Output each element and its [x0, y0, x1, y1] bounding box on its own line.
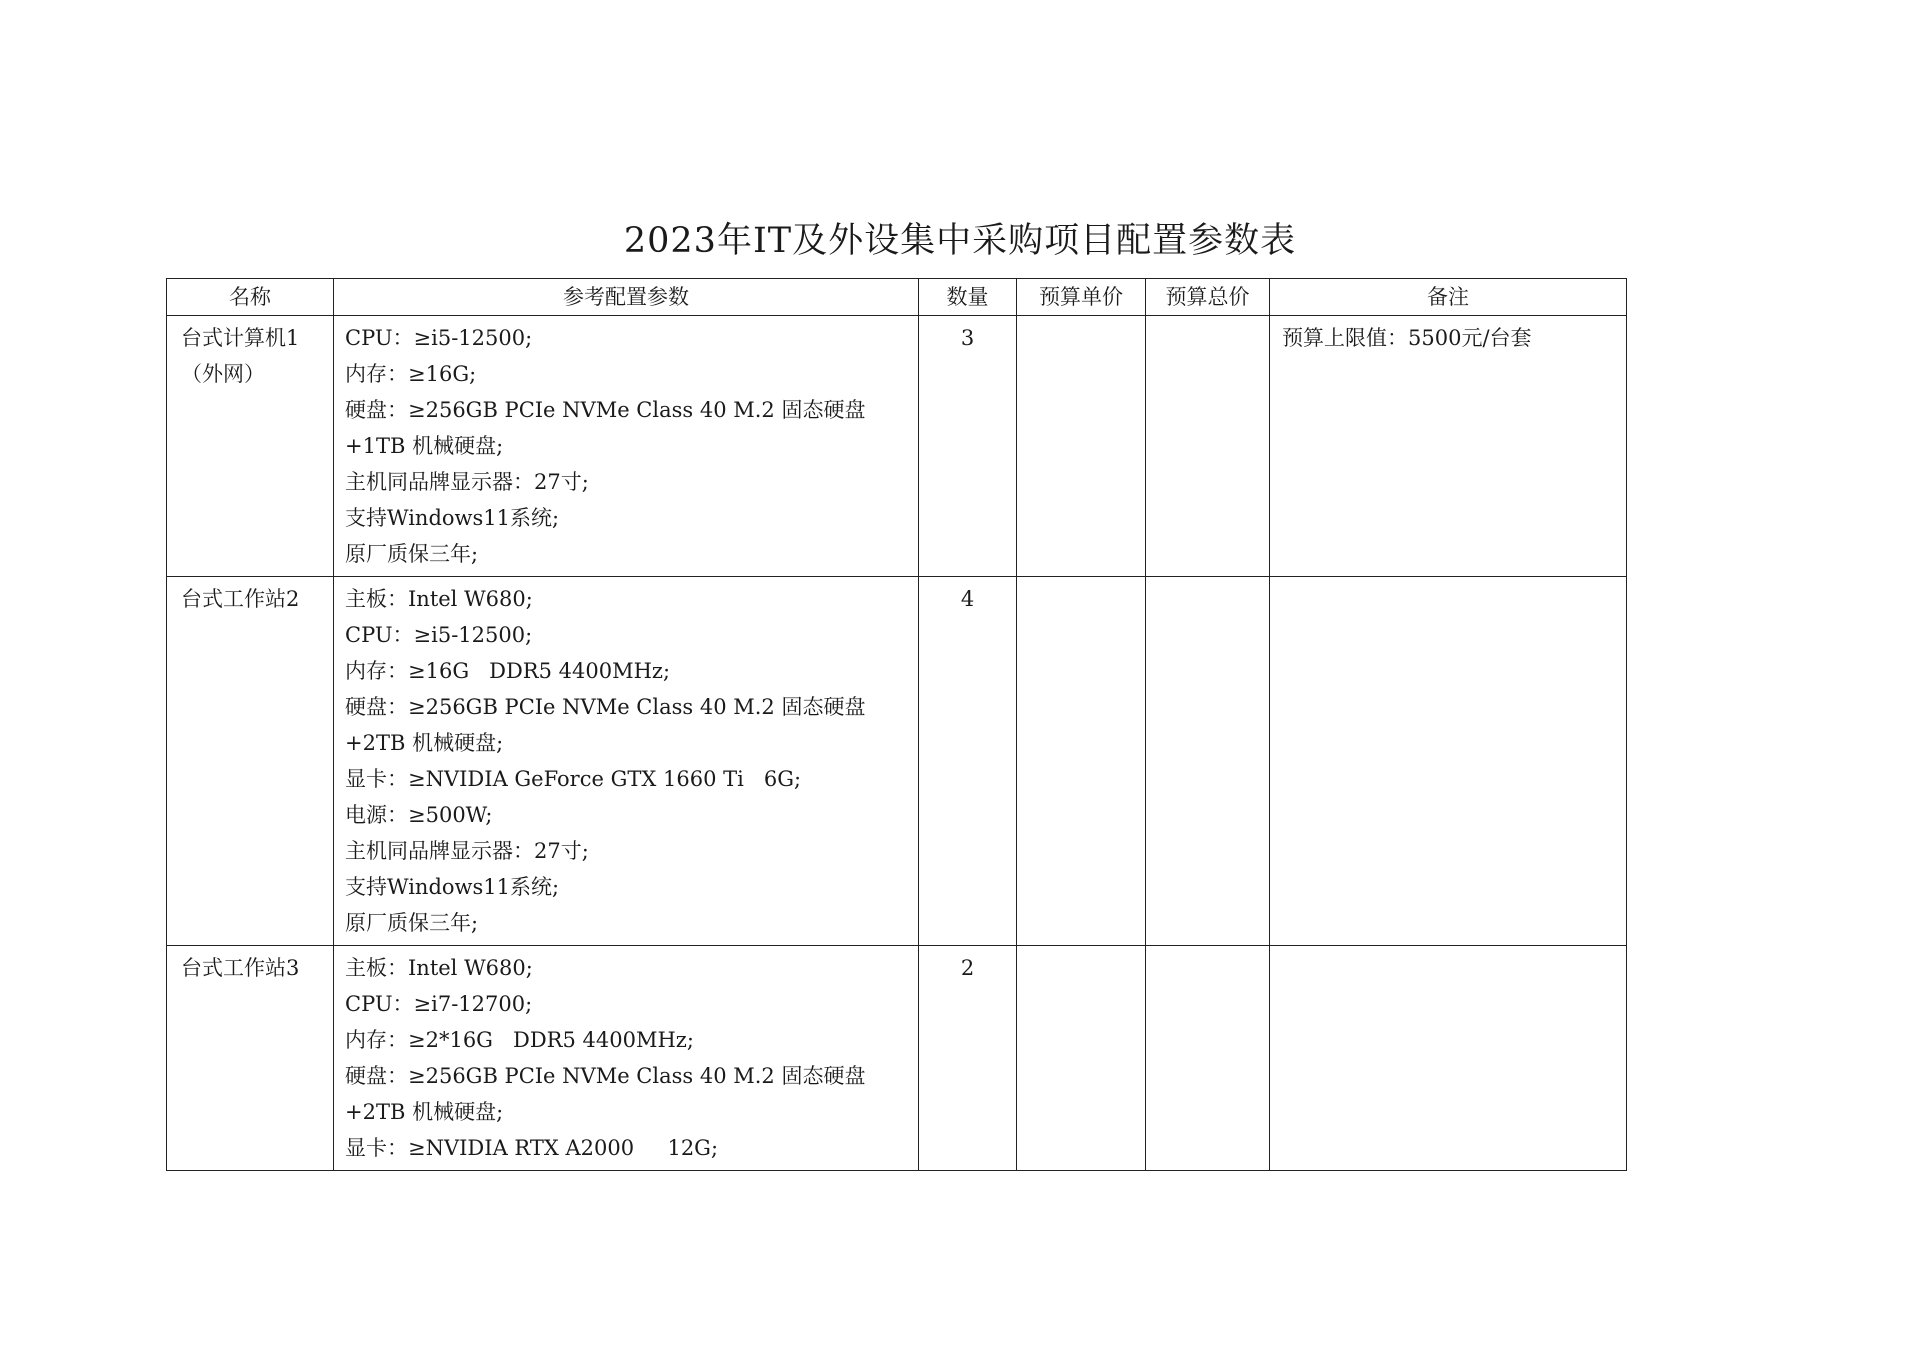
config-line: 硬盘：≥256GB PCIe NVMe Class 40 M.2 固态硬盘 [345, 1064, 866, 1088]
cell-name: 台式计算机1（外网） [167, 316, 334, 577]
table-row [167, 316, 1627, 577]
config-line: 硬盘：≥256GB PCIe NVMe Class 40 M.2 固态硬盘 [345, 398, 866, 422]
cell-config [334, 946, 919, 1171]
config-line: 支持Windows11系统; [345, 506, 560, 530]
config-line: 硬盘：≥256GB PCIe NVMe Class 40 M.2 固态硬盘 [345, 695, 866, 719]
header-name: 名称 [167, 279, 334, 316]
config-line: 原厂质保三年; [345, 911, 479, 935]
header-total-price: 预算总价 [1146, 279, 1270, 316]
config-line: 主板：Intel W680; [345, 956, 533, 980]
config-line: 主机同品牌显示器：27寸; [345, 470, 589, 494]
config-line: 原厂质保三年; [345, 542, 479, 566]
config-line: 内存：≥16G; [345, 362, 477, 386]
cell-total-price [1146, 946, 1270, 1171]
config-line: 主机同品牌显示器：27寸; [345, 839, 589, 863]
config-line: 电源：≥500W; [345, 803, 493, 827]
cell-unit-price [1017, 316, 1146, 577]
cell-qty: 4 [919, 577, 1017, 946]
config-line: 支持Windows11系统; [345, 875, 560, 899]
config-line: 主板：Intel W680; [345, 587, 533, 611]
config-line: +2TB 机械硬盘; [345, 731, 504, 755]
config-line: +1TB 机械硬盘; [345, 434, 504, 458]
cell-name: 台式工作站2 [167, 577, 334, 946]
config-line: CPU：≥i5-12500; [345, 326, 533, 350]
header-qty: 数量 [919, 279, 1017, 316]
header-config: 参考配置参数 [334, 279, 919, 316]
cell-unit-price [1017, 577, 1146, 946]
cell-config [334, 577, 919, 946]
cell-total-price [1146, 316, 1270, 577]
cell-unit-price [1017, 946, 1146, 1171]
cell-remark: 预算上限值：5500元/台套 [1270, 316, 1627, 577]
table-row [167, 577, 1627, 946]
config-spec-table [166, 278, 1627, 1171]
table-body [167, 316, 1627, 1171]
config-line: 显卡：≥NVIDIA RTX A2000 12G; [345, 1136, 719, 1160]
config-line: +2TB 机械硬盘; [345, 1100, 504, 1124]
config-line: 内存：≥2*16G DDR5 4400MHz; [345, 1028, 694, 1052]
cell-name: 台式工作站3 [167, 946, 334, 1171]
config-line: 内存：≥16G DDR5 4400MHz; [345, 659, 671, 683]
config-line: CPU：≥i5-12500; [345, 623, 533, 647]
header-remark: 备注 [1270, 279, 1627, 316]
table-row [167, 946, 1627, 1171]
header-unit-price: 预算单价 [1017, 279, 1146, 316]
config-line: 显卡：≥NVIDIA GeForce GTX 1660 Ti 6G; [345, 767, 802, 791]
config-line: CPU：≥i7-12700; [345, 992, 533, 1016]
page-title: 2023年IT及外设集中采购项目配置参数表 [623, 221, 1297, 261]
cell-config [334, 316, 919, 577]
cell-total-price [1146, 577, 1270, 946]
cell-qty: 2 [919, 946, 1017, 1171]
table-header-row [167, 279, 1627, 316]
cell-remark [1270, 577, 1627, 946]
cell-qty: 3 [919, 316, 1017, 577]
cell-remark [1270, 946, 1627, 1171]
